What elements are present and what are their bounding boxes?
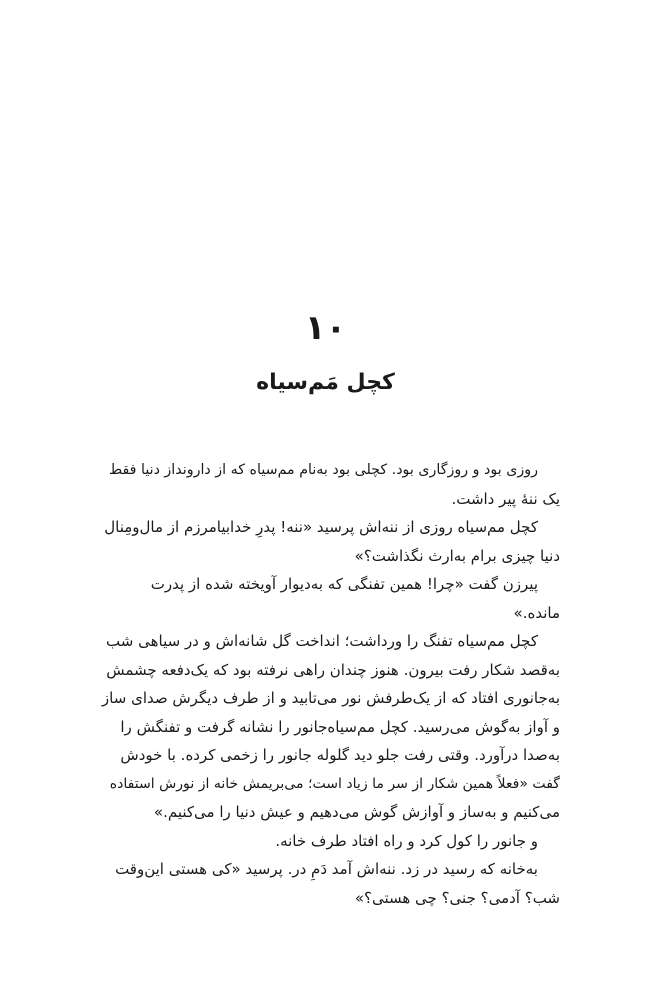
paragraph <box>100 570 560 627</box>
text-line: شب؟ آدمی؟ جنی؟ چی هستی؟» <box>354 888 560 907</box>
paragraph <box>100 855 560 912</box>
text-line: گفت «فعلاً همین شکار از سر ما زیاد است؛ می‌بریمش خانه از نورش استفاده <box>109 775 560 792</box>
text-line: کچل مم‌سیاه روزی از ننه‌اش پرسید «ننه! پدرِ خدابیامرزم از مال‌ومِنال <box>104 518 538 536</box>
text-line: روزی بود و روزگاری بود. کچلی بود به‌نام مم‌سیاه که از دارونداز دنیا فقط <box>108 462 538 478</box>
text-line: و جانور را کول کرد و راه افتاد طرف خانه. <box>275 831 538 850</box>
paragraph <box>100 827 560 856</box>
text-line: پیرزن گفت «چرا! همین تفنگی که به‌دیوار آویخته شده از پدرت <box>150 575 538 593</box>
paragraph <box>100 513 560 570</box>
text-line: به‌صدا درآورد. وقتی رفت جلو دید گلوله جانور را زخمی کرده. با خودش <box>120 746 560 764</box>
text-line: به‌خانه که رسید در زد. ننه‌اش آمد دَمِ در. پرسید «کی هستی این‌وقت <box>115 860 538 878</box>
text-line: به‌جانوری افتاد که از یک‌طرفش نور می‌تابید و از طرف دیگرش صدای ساز <box>101 689 560 707</box>
text-line: می‌کنیم و به‌ساز و آوازش گوش می‌دهیم و عیش دنیا را می‌کنیم.» <box>153 803 560 821</box>
chapter-number: ۱۰ <box>304 308 347 348</box>
text-line: کچل مم‌سیاه تفنگ را ورداشت؛ انداخت گل شانه‌اش و در سیاهی شب <box>106 632 538 650</box>
paragraph <box>100 456 560 513</box>
text-line: دنیا چیزی برام به‌ارث نگذاشت؟» <box>354 546 560 565</box>
chapter-body <box>100 456 560 912</box>
text-line: به‌قصد شکار رفت بیرون. هنوز چندان راهی نرفته بود که یک‌دفعه چشمش <box>106 660 560 679</box>
paragraph <box>100 627 560 827</box>
text-line: یک ننهٔ پیر داشت. <box>451 489 560 508</box>
chapter-title: کچل مَم‌سیاه <box>256 370 395 395</box>
text-line: مانده.» <box>513 603 560 622</box>
text-line: و آواز به‌گوش می‌رسید. کچل مم‌سیاه‌جانور را نشانه گرفت و تفنگش را <box>120 717 560 736</box>
